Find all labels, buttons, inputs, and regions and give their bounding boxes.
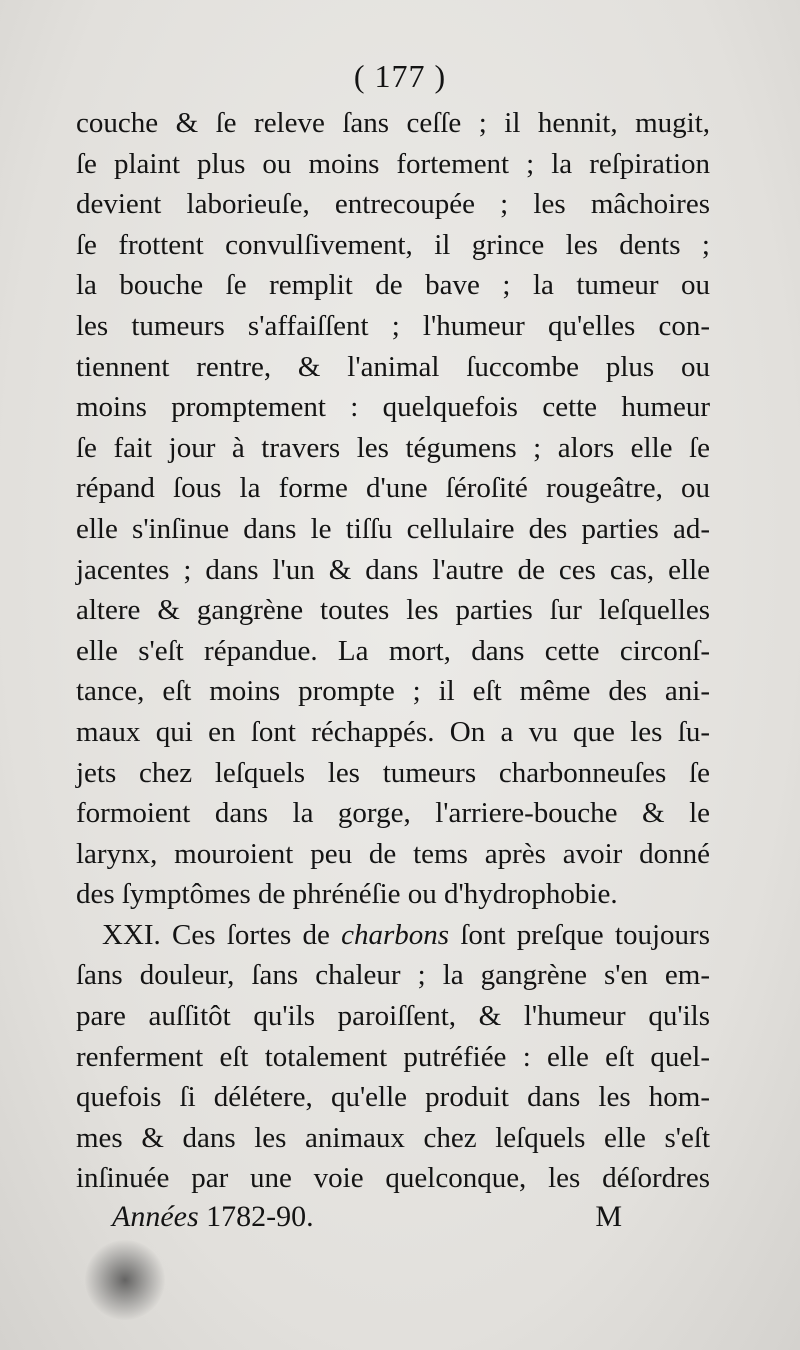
text-line: des ſymptômes de phrénéſie ou d'hydrophobie. bbox=[76, 878, 618, 911]
text-line: jacentes ; dans l'un & dans l'autre de ces cas, elle bbox=[76, 553, 710, 586]
body-text bbox=[76, 103, 710, 1199]
page-number: ( 177 ) bbox=[353, 58, 447, 94]
text-line: maux qui en ſont réchappés. On a vu que les ſu- bbox=[76, 715, 710, 748]
section-numeral: XXI. bbox=[102, 918, 161, 951]
text-line: ſe fait jour à travers les tégumens ; alors elle ſe bbox=[76, 431, 710, 464]
text-line: ſe plaint plus ou moins fortement ; la reſpiration bbox=[76, 147, 710, 180]
text-line: jets chez leſquels les tumeurs charbonneuſes ſe bbox=[76, 756, 710, 789]
text-line: devient laborieuſe, entrecoupée ; les mâchoires bbox=[76, 188, 710, 221]
section-lead: Ces ſortes de bbox=[160, 918, 342, 951]
text-line: tiennent rentre, & l'animal ſuccombe plus ou bbox=[76, 350, 710, 383]
running-years: 1782-90. bbox=[198, 1200, 314, 1233]
text-line: altere & gangrène toutes les parties ſur leſquelles bbox=[76, 594, 710, 627]
text-line: les tumeurs s'affaiſſent ; l'humeur qu'elles con- bbox=[76, 309, 710, 342]
running-title: Années bbox=[112, 1200, 199, 1233]
text-line: couche & ſe releve ſans ceſſe ; il hennit, mugit, bbox=[76, 107, 710, 139]
text-line: mes & dans les animaux chez leſquels elle s'eſt bbox=[76, 1121, 710, 1154]
text-line: tance, eſt moins prompte ; il eſt même des ani- bbox=[76, 675, 710, 708]
ink-smudge bbox=[85, 1240, 165, 1320]
section-first-line-rest: ſont preſque toujours bbox=[449, 918, 710, 951]
text-line: moins promptement : quelquefois cette humeur bbox=[76, 391, 710, 424]
text-line: elle s'eſt répandue. La mort, dans cette circonſ- bbox=[76, 634, 710, 667]
text-line: ſans douleur, ſans chaleur ; la gangrène s'en em- bbox=[76, 959, 710, 992]
section-first-line bbox=[76, 915, 710, 956]
text-line: renferment eſt totalement putréfiée : elle eſt quel- bbox=[76, 1040, 710, 1073]
text-line: formoient dans la gorge, l'arriere-bouche & le bbox=[76, 797, 710, 830]
text-line: quefois ſi délétere, qu'elle produit dans les hom- bbox=[76, 1081, 710, 1114]
text-line: répand ſous la forme d'une ſéroſité rougeâtre, ou bbox=[76, 472, 710, 505]
text-line: elle s'inſinue dans le tiſſu cellulaire des parties ad- bbox=[76, 512, 710, 545]
text-line: inſinuée par une voie quelconque, les déſordres bbox=[76, 1162, 710, 1195]
page-footer bbox=[112, 1200, 622, 1234]
text-line: pare auſſitôt qu'ils paroiſſent, & l'humeur qu'ils bbox=[76, 1000, 710, 1033]
text-line: larynx, mouroient peu de tems après avoir donné bbox=[76, 837, 710, 870]
text-line: ſe frottent convulſivement, il grince les dents ; bbox=[76, 228, 710, 261]
italic-term: charbons bbox=[341, 918, 450, 951]
signature-mark: M bbox=[595, 1200, 622, 1233]
text-line: la bouche ſe remplit de bave ; la tumeur ou bbox=[76, 269, 710, 302]
